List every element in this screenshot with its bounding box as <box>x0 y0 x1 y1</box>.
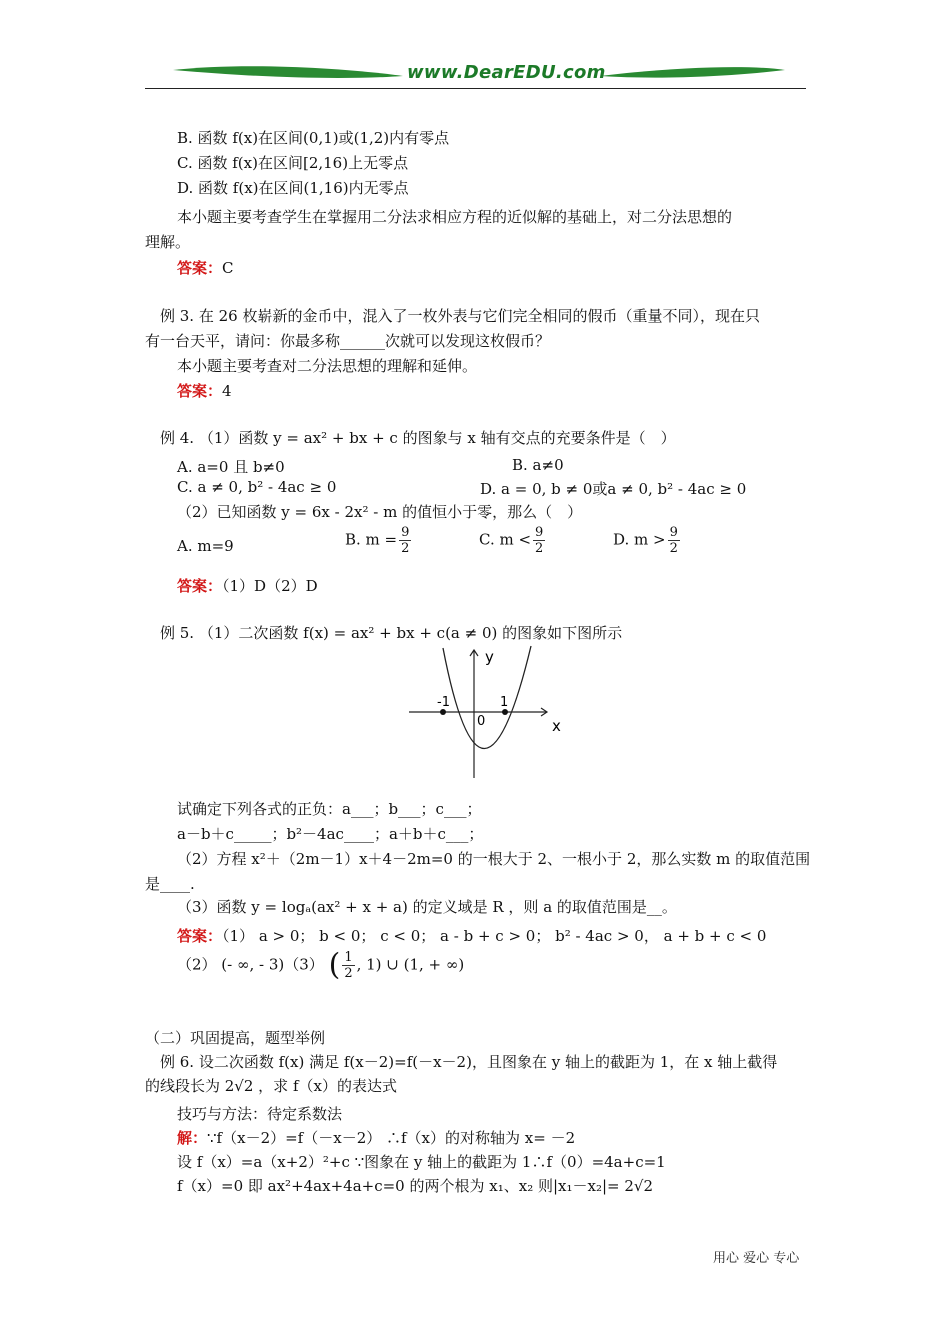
ex4-q2-option-b <box>345 525 413 556</box>
fraction <box>533 525 545 556</box>
ex4-answer <box>177 575 318 596</box>
fraction <box>342 950 354 981</box>
page-footer: 用心 爱心 专心 <box>713 1251 800 1266</box>
section-title: （二）巩固提高，题型举例 <box>145 1029 326 1047</box>
fraction-numerator: 9 <box>669 525 678 540</box>
ex4-option-c: C. a ≠ 0, b² - 4ac ≥ 0 <box>177 478 337 496</box>
solution-text: ∵f（x－2）=f（－x－2） ∴f（x）的对称轴为 x= －2 <box>207 1129 576 1147</box>
answer-value: C <box>222 259 234 277</box>
answer-label: 答案： <box>177 577 223 595</box>
ex3-answer <box>177 380 232 401</box>
ex4-q2-option-c <box>479 525 547 556</box>
ex5-answer-2 <box>177 947 465 990</box>
fraction-numerator: 9 <box>401 525 410 540</box>
option-prefix: C. m < <box>479 530 532 549</box>
site-logo: www.DearEDU.com <box>407 62 606 83</box>
answer-value: （1）D（2）D <box>222 577 318 595</box>
ex4-question-1: 例 4. （1）函数 y = ax² + bx + c 的图象与 x 轴有交点的充要条件是（ ） <box>160 429 676 447</box>
answer-label: 答案： <box>177 259 223 277</box>
option-prefix: B. m = <box>345 530 398 549</box>
answer-value: 4 <box>222 382 232 400</box>
neg-root-label: -1 <box>437 695 450 710</box>
fraction <box>399 525 411 556</box>
ex5-answer-1 <box>177 925 766 946</box>
header-rule <box>145 88 806 89</box>
answer-label: 答案： <box>177 927 223 945</box>
option-b: B. 函数 f(x)在区间(0,1)或(1,2)内有零点 <box>177 129 450 147</box>
answer2-tail: , 1) ∪ (1, + ∞) <box>356 955 465 974</box>
pos-root-label: 1 <box>500 695 509 710</box>
ex4-question-2: （2）已知函数 y = 6x - 2x² - m 的值恒小于零，那么（ ） <box>177 503 583 521</box>
fraction <box>668 525 680 556</box>
fraction-denominator: 2 <box>535 541 544 556</box>
answer-value: （1） a > 0； b < 0； c < 0； a - b + c > 0； b² - 4ac > 0， a + b + c < 0 <box>222 927 767 945</box>
ex4-option-b: B. a≠0 <box>512 456 564 474</box>
option-c: C. 函数 f(x)在区间[2,16)上无零点 <box>177 154 409 172</box>
ex5-task-4: 是____. <box>145 875 195 893</box>
ex5-question-1: 例 5. （1）二次函数 f(x) = ax² + bx + c(a ≠ 0) 的图象如下图所示 <box>160 624 623 642</box>
option-prefix: D. m > <box>613 530 666 549</box>
left-paren-icon: ( <box>328 947 341 983</box>
ex4-q2-option-d <box>613 525 682 556</box>
ex6-question-line1: 例 6. 设二次函数 f(x) 满足 f(x－2)=f(－x－2)，且图象在 y 轴上的截距为 1，在 x 轴上截得 <box>160 1053 778 1071</box>
ex5-task-1: 试确定下列各式的正负：a___；b___；c___； <box>177 800 482 818</box>
ex5-task-5: （3）函数 y = logₐ(ax² + x + a) 的定义域是 R ，则 a 的取值范围是__。 <box>177 898 677 916</box>
fraction-denominator: 2 <box>669 541 678 556</box>
ex2-note-line1: 本小题主要考查学生在掌握用二分法求相应方程的近似解的基础上，对二分法思想的 <box>177 208 733 226</box>
ex4-q2-option-a: A. m=9 <box>177 537 234 555</box>
ex6-method: 技巧与方法：待定系数法 <box>177 1105 343 1123</box>
ex6-solution-2: 设 f（x）=a（x+2）²+c ∵图象在 y 轴上的截距为 1∴f（0）=4a+c=1 <box>177 1153 666 1171</box>
site-header <box>145 62 806 88</box>
option-d: D. 函数 f(x)在区间(1,16)内无零点 <box>177 179 409 197</box>
answer2-prefix: （2） (- ∞, - 3)（3） <box>177 955 324 974</box>
ex2-answer <box>177 257 234 278</box>
ex4-option-a: A. a=0 且 b≠0 <box>177 458 285 476</box>
ex3-question-line1: 例 3. 在 26 枚崭新的金币中，混入了一枚外表与它们完全相同的假币（重量不同），现在只 <box>160 307 760 325</box>
origin-label: 0 <box>477 714 486 729</box>
ex6-solution-3: f（x）=0 即 ax²+4ax+4a+c=0 的两个根为 x₁、x₂ 则|x₁－x₂|= 2√2 <box>177 1177 654 1195</box>
ex2-note-line2: 理解。 <box>145 233 191 251</box>
ex5-task-2: a－b＋c_____；b²－4ac____；a＋b＋c___； <box>177 825 484 843</box>
ex3-note: 本小题主要考查对二分法思想的理解和延伸。 <box>177 357 478 375</box>
x-axis-label: x <box>552 717 561 735</box>
solution-label: 解： <box>177 1129 208 1147</box>
ex6-question-line2: 的线段长为 2√2 ，求 f（x）的表达式 <box>145 1077 397 1095</box>
fraction-denominator: 2 <box>401 541 410 556</box>
fraction-numerator: 1 <box>344 950 353 965</box>
y-axis-label: y <box>485 648 494 666</box>
ex3-question-line2: 有一台天平，请问：你最多称______次就可以发现这枚假币？ <box>145 332 551 350</box>
ex5-task-3: （2）方程 x²＋（2m－1）x＋4－2m=0 的一根大于 2、一根小于 2，那么实数 m 的取值范围 <box>177 850 811 868</box>
fraction-numerator: 9 <box>535 525 544 540</box>
fraction-denominator: 2 <box>344 966 353 981</box>
ex4-option-d: D. a = 0, b ≠ 0或a ≠ 0, b² - 4ac ≥ 0 <box>480 480 747 498</box>
answer-label: 答案： <box>177 382 223 400</box>
ex6-solution-1 <box>177 1127 575 1148</box>
parabola-graph <box>405 642 570 782</box>
